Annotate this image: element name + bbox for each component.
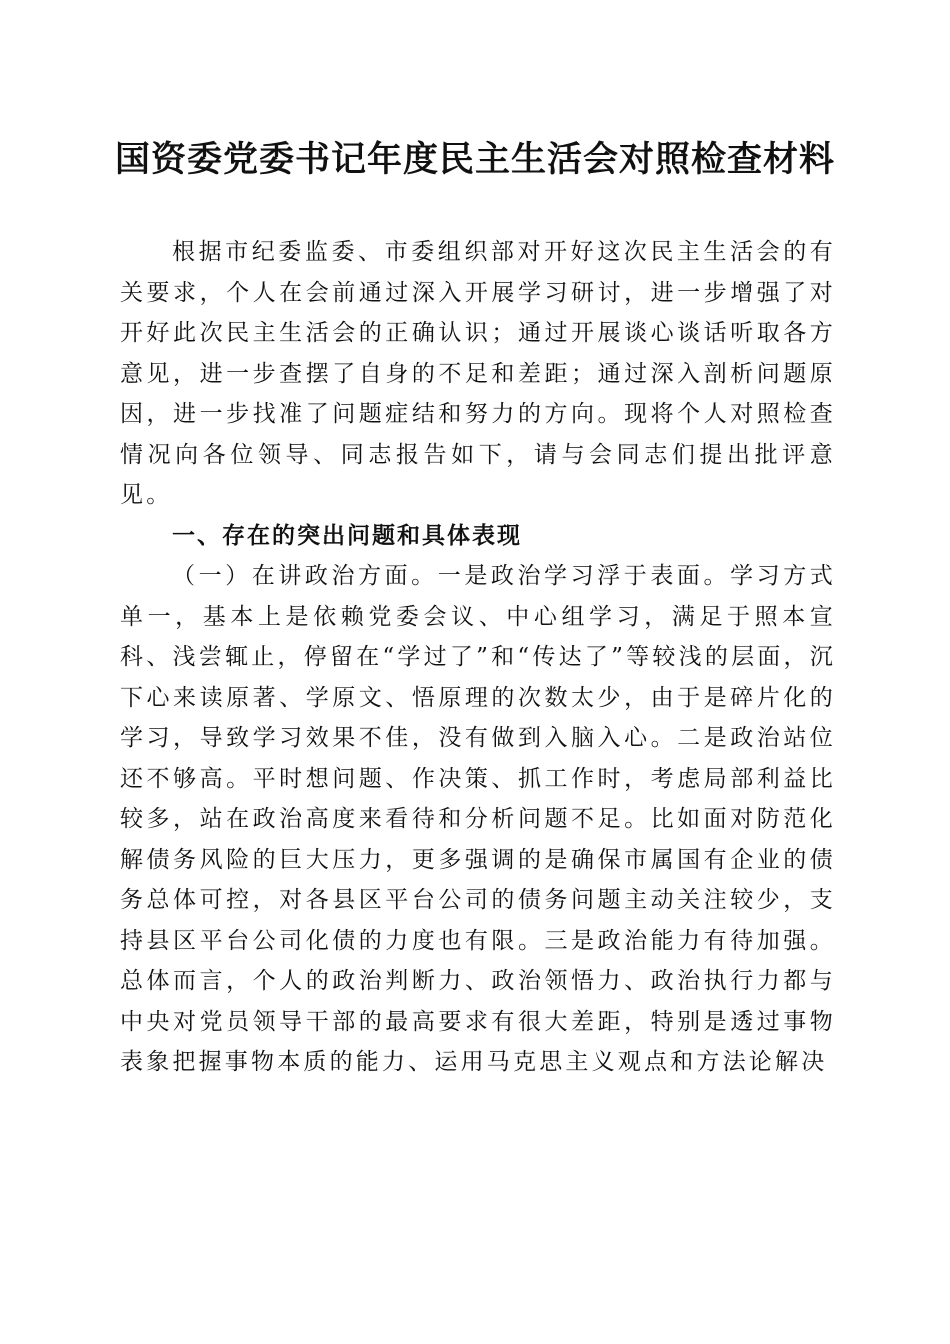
section-heading: 一、存在的突出问题和具体表现 (172, 522, 522, 549)
document-body (120, 232, 836, 1083)
intro-paragraph: 根据市纪委监委、市委组织部对开好这次民主生活会的有关要求，个人在会前通过深入开展学习研讨，进一步增强了对开好此次民主生活会的正确认识；通过开展谈心谈话听取各方意见，进一步查摆了自身的不足和差距；通过深入剖析问题原因，进一步找准了问题症结和努力的方向。现将个人对照检查情况向各位领导、同志报告如下，请与会同志们提出批评意见。 (120, 239, 836, 508)
section-paragraph: （一）在讲政治方面。一是政治学习浮于表面。学习方式单一，基本上是依赖党委会议、中心组学习，满足于照本宣科、浅尝辄止，停留在“学过了”和“传达了”等较浅的层面，沉下心来读原著、学原文、悟原理的次数太少，由于是碎片化的学习，导致学习效果不佳，没有做到入脑入心。二是政治站位还不够高。平时想问题、作决策、抓工作时，考虑局部利益比较多，站在政治高度来看待和分析问题不足。比如面对防范化解债务风险的巨大压力，更多强调的是确保市属国有企业的债务总体可控，对各县区平台公司的债务问题主动关注较少，支持县区平台公司化债的力度也有限。三是政治能力有待加强。总体而言，个人的政治判断力、政治领悟力、政治执行力都与中央对党员领导干部的最高要求有很大差距，特别是透过事物表象把握事物本质的能力、运用马克思主义观点和方法论解决 (120, 563, 836, 1075)
document-title: 国资委党委书记年度民主生活会对照检查材料 (114, 139, 835, 180)
